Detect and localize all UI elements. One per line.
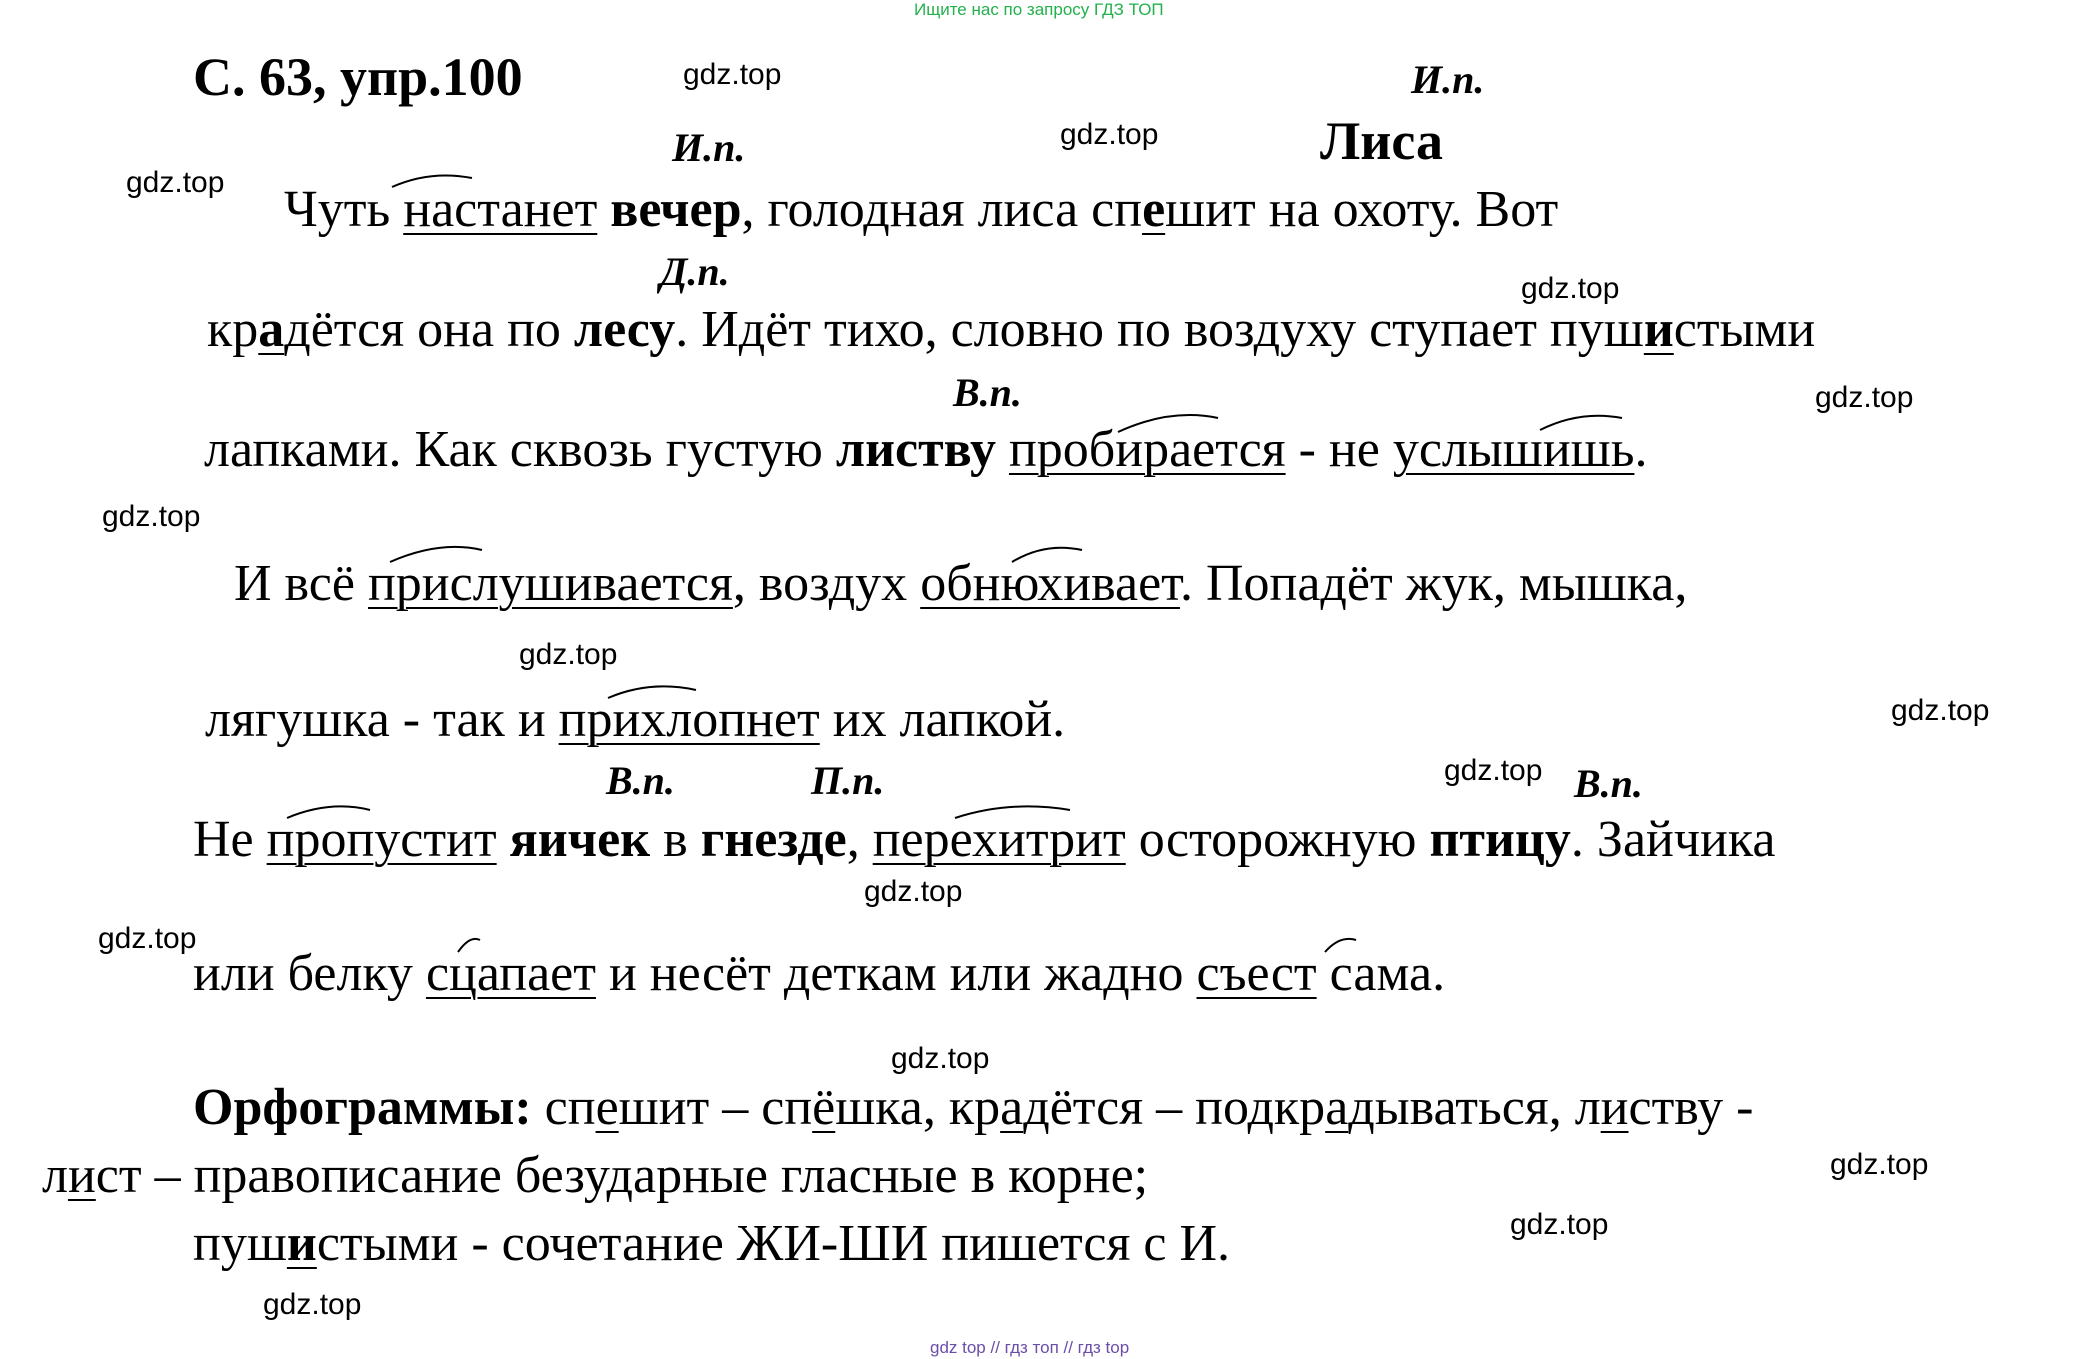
text: ст – правописание безударные гласные в корне; [95,1147,1149,1204]
root-arc [1012,548,1082,562]
case-label-gnezde: П.п. [811,758,885,803]
root-arc [955,806,1070,818]
text: , голодная лиса сп [741,181,1143,238]
text: стыми [1673,301,1816,358]
text: , [846,811,873,868]
header-watermark: Ищите нас по запросу ГДЗ ТОП [914,0,1164,19]
root-arc [1118,415,1218,432]
watermark: gdz.top [102,500,201,533]
bold-word: листву [835,421,996,478]
text: в [650,811,701,868]
case-label-listvu: В.п. [953,370,1022,415]
watermark: gdz.top [1891,694,1990,727]
bold-word: яичек [509,811,651,868]
text: , воздух [732,555,921,612]
predicate-word: настанет [403,181,598,238]
text: . [1634,421,1648,478]
vowel-highlight: и [67,1147,96,1204]
predicate-word: пробирается [1008,421,1286,478]
text: шка, кр [835,1079,1001,1136]
text: . Идёт тихо, словно по воздуху ступает пуш [675,301,1644,358]
text: осторожную [1125,811,1430,868]
root-arc [1325,939,1356,952]
text: л [42,1147,68,1204]
vowel-highlight: и [286,1215,317,1272]
text: кр [207,301,259,358]
vowel-highlight: е [1142,181,1166,238]
vowel-highlight: а [1000,1079,1024,1136]
predicate-word: обнюхивает [920,555,1180,612]
predicate-word: перехитрит [872,811,1126,868]
footer-watermark: gdz top // гдз топ // гдз top [930,1338,1130,1357]
watermark: gdz.top [683,58,782,91]
predicate-word: прислушивается [367,555,733,612]
text: сама. [1316,945,1446,1002]
text: дываться, л [1348,1079,1601,1136]
root-arc [458,939,480,952]
text: Чуть [284,181,404,238]
vowel-highlight: ё [812,1079,836,1136]
orthogram-heading: Орфограммы: [193,1079,532,1136]
case-label-ptitsu: В.п. [1574,761,1643,806]
watermark: gdz.top [1815,381,1914,414]
case-label-yaichek: В.п. [606,758,675,803]
root-arc [608,686,696,698]
case-label-vecher: И.п. [672,125,746,170]
text: лапками. Как сквозь густую [204,421,836,478]
text: шит на охоту. Вот [1165,181,1559,238]
vowel-highlight: и [1600,1079,1629,1136]
watermark: gdz.top [1521,272,1620,305]
text: шит – сп [618,1079,813,1136]
text: дётся она по [284,301,574,358]
root-arc [287,806,370,818]
vowel-highlight: а [1325,1079,1349,1136]
predicate-word: съест [1196,945,1317,1002]
text: или белку [193,945,426,1002]
bold-word: гнезде [700,811,847,868]
watermark: gdz.top [1444,754,1543,787]
watermark: gdz.top [864,875,963,908]
text: . Зайчика [1570,811,1776,868]
text: сп [531,1079,596,1136]
text: И всё [234,555,368,612]
text: их лапкой. [819,691,1066,748]
text: стыми - сочетание ЖИ-ШИ пишется с И. [316,1215,1231,1272]
subject-word: вечер [610,181,742,238]
watermark: gdz.top [519,638,618,671]
case-label-lesu: Д.п. [660,249,730,294]
watermark: gdz.top [126,166,225,199]
text: пуш [193,1215,287,1272]
vowel-highlight: и [1643,301,1674,358]
bold-word: лесу [573,301,676,358]
vowel-highlight: а [258,301,285,358]
exercise-title: С. 63, упр.100 [193,47,523,107]
text-title: Лиса [1320,111,1443,171]
watermark: gdz.top [98,922,197,955]
text: лягушка - так и [205,691,559,748]
predicate-word: пропустит [266,811,497,868]
root-arc [1540,416,1622,430]
root-arc [390,547,482,562]
bold-word: птицу [1429,811,1571,868]
text: Не [193,811,267,868]
predicate-word: прихлопнет [558,691,820,748]
watermark: gdz.top [1510,1208,1609,1241]
root-arc [392,175,472,187]
watermark: gdz.top [263,1288,362,1321]
text: и несёт деткам или жадно [595,945,1197,1002]
watermark: gdz.top [891,1042,990,1075]
predicate-word: услышишь [1392,421,1635,478]
text: . Попадёт жук, мышка, [1179,555,1688,612]
text: ству - [1628,1079,1754,1136]
watermark: gdz.top [1830,1148,1929,1181]
text: - не [1285,421,1393,478]
case-label-lisa: И.п. [1411,57,1485,102]
vowel-highlight: е [595,1079,619,1136]
predicate-word: сцапает [425,945,596,1002]
watermark: gdz.top [1060,118,1159,151]
text: дётся – подкр [1023,1079,1326,1136]
